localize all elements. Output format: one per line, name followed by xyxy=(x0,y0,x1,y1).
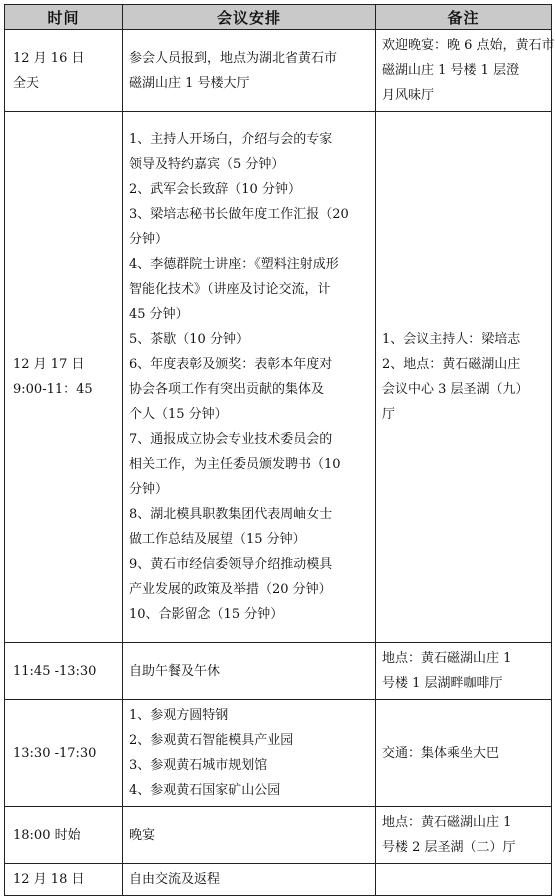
cell-line: 分钟） xyxy=(129,232,169,247)
notes-cell xyxy=(376,700,552,807)
cell-line: 月风味厅 xyxy=(382,88,435,103)
table-row xyxy=(5,864,552,896)
table-row xyxy=(5,807,552,864)
cell-line: 号楼 1 层湖畔咖啡厅 xyxy=(382,676,503,691)
header-time: 时间 xyxy=(5,5,123,30)
notes-cell xyxy=(376,807,552,864)
header-row xyxy=(5,5,552,30)
cell-line: 厅 xyxy=(382,407,396,422)
cell-line: 4、参观黄石国家矿山公园 xyxy=(129,783,281,798)
agenda-cell xyxy=(123,864,376,896)
cell-line: 6、年度表彰及颁奖：表彰本年度对 xyxy=(129,357,333,372)
cell-line: 45 分钟） xyxy=(129,307,189,322)
cell-line: 13:30 -17:30 xyxy=(13,745,97,761)
table-row xyxy=(5,643,552,700)
cell-line: 10、合影留念（15 分钟） xyxy=(129,607,284,622)
schedule-table xyxy=(4,4,555,896)
cell-line: 地点：黄石磁湖山庄 1 xyxy=(382,815,512,830)
cell-line: 欢迎晚宴：晚 6 点始，黄石市 xyxy=(382,38,555,53)
cell-line: 协会各项工作有突出贡献的集体及 xyxy=(129,382,325,397)
cell-line: 个人（15 分钟） xyxy=(129,407,228,422)
cell-line: 自助午餐及午休 xyxy=(129,663,221,679)
cell-line: 12 月 16 日 xyxy=(13,50,85,66)
time-cell xyxy=(5,30,123,112)
cell-line: 7、通报成立协会专业技术委员会的 xyxy=(129,432,333,447)
cell-line: 2、武军会长致辞（10 分钟） xyxy=(129,182,301,197)
cell-line: 相关工作，为主任委员颁发聘书（10 xyxy=(129,457,341,472)
agenda-cell xyxy=(123,700,376,807)
cell-line: 地点：黄石磁湖山庄 1 xyxy=(382,651,512,666)
cell-line: 1、参观方圆特钢 xyxy=(129,708,229,723)
cell-line: 磁湖山庄 1 号楼大厅 xyxy=(129,75,250,91)
cell-line: 会议中心 3 层圣湖（九） xyxy=(382,382,529,397)
cell-line: 9:00-11：45 xyxy=(13,382,93,397)
cell-line: 3、参观黄石城市规划馆 xyxy=(129,758,268,773)
cell-line: 交通：集体乘坐大巴 xyxy=(382,745,500,761)
cell-line: 1、会议主持人：梁培志 xyxy=(382,332,521,347)
cell-line: 4、李德群院士讲座：《塑料注射成形 xyxy=(129,257,339,272)
cell-line: 号楼 2 层圣湖（二）厅 xyxy=(382,840,516,855)
time-cell xyxy=(5,643,123,700)
cell-line: 18:00 时始 xyxy=(13,827,81,843)
time-cell xyxy=(5,112,123,643)
time-cell xyxy=(5,864,123,896)
cell-line: 产业发展的政策及举措（20 分钟） xyxy=(129,582,332,597)
cell-line: 磁湖山庄 1 号楼 1 层澄 xyxy=(382,63,520,78)
notes-cell xyxy=(376,643,552,700)
cell-line: 分钟） xyxy=(129,482,169,497)
cell-line: 领导及特约嘉宾（5 分钟） xyxy=(129,157,285,172)
cell-line: 全天 xyxy=(13,75,40,91)
table-row xyxy=(5,30,552,112)
time-cell xyxy=(5,807,123,864)
notes-cell xyxy=(376,864,552,896)
agenda-cell xyxy=(123,112,376,643)
cell-line: 做工作总结及展望（15 分钟） xyxy=(129,532,306,547)
header-notes: 备注 xyxy=(376,5,552,30)
cell-line: 2、地点：黄石磁湖山庄 xyxy=(382,357,521,372)
cell-line: 5、茶歇（10 分钟） xyxy=(129,332,249,347)
table-row xyxy=(5,700,552,807)
table-row xyxy=(5,112,552,643)
cell-line: 12 月 17 日 xyxy=(13,357,85,372)
notes-cell xyxy=(376,112,552,643)
header-agenda: 会议安排 xyxy=(123,5,376,30)
cell-line: 9、黄石市经信委领导介绍推动模具 xyxy=(129,557,333,572)
agenda-cell xyxy=(123,807,376,864)
agenda-cell xyxy=(123,30,376,112)
cell-line: 智能化技术》（讲座及讨论交流，计 xyxy=(129,282,331,297)
cell-line: 自由交流及返程 xyxy=(129,872,221,887)
cell-line: 1、主持人开场白，介绍与会的专家 xyxy=(129,132,333,147)
cell-line: 晚宴 xyxy=(129,827,156,843)
cell-line: 3、梁培志秘书长做年度工作汇报（20 xyxy=(129,207,349,222)
cell-line: 12 月 18 日 xyxy=(13,872,85,887)
cell-line: 参会人员报到，地点为湖北省黄石市 xyxy=(129,50,338,66)
cell-line: 2、参观黄石智能模具产业园 xyxy=(129,733,294,748)
time-cell xyxy=(5,700,123,807)
cell-line: 11:45 -13:30 xyxy=(13,663,97,679)
notes-cell xyxy=(376,30,555,112)
cell-line: 8、湖北模具职教集团代表周岫女士 xyxy=(129,507,333,522)
agenda-cell xyxy=(123,643,376,700)
